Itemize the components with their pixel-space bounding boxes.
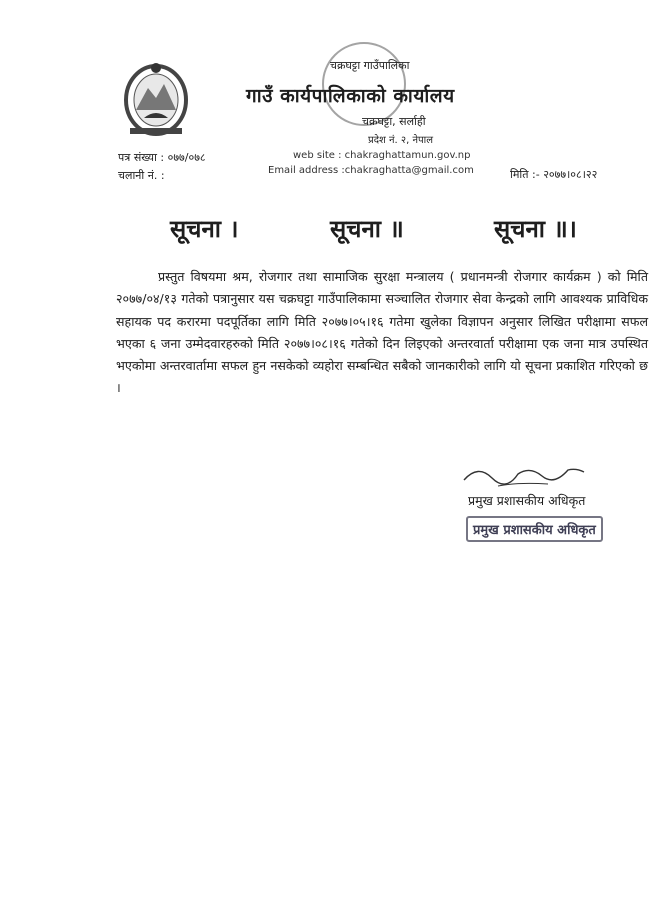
reference-number: पत्र संख्या : ०७७/०७८ [118, 151, 206, 164]
designation-stamp: प्रमुख प्रशासकीय अधिकृत [466, 516, 603, 542]
notice-body: प्रस्तुत विषयमा श्रम, रोजगार तथा सामाजिक सुरक्षा मन्त्रालय ( प्रधानमन्त्री रोजगार कार्यक्रम ) को मिति २०७७/०४/१३ गतेको पत्रानुसार यस चक्रघट्टा गाउँपालिकामा सञ्चालित रोजगार सेवा केन्द्रको लागि आवश्यक प्राविधिक सहायक पद करारमा पदपूर्तिका लागि मिति २०७७।०५।१६ गतेमा खुलेका विज्ञापन अनुसार लिखित परीक्षामा सफल भएका ६ जना उम्मेदवारहरुको मिति २०७७।०८।१६ गतेको दिन लिइएको अन्तरवार्ता परीक्षामा एक जना मात्र उपस्थित भएकोमा अन्तरवार्तामा सफल हुन नसकेको व्यहोरा सम्बन्धित सबैको जानकारीको लागि यो सूचना प्रकाशित गरिएको छ । [116, 269, 648, 396]
municipality-name: चक्रघट्टा गाउँपालिका [330, 59, 410, 72]
email-address: Email address :chakraghatta@gmail.com [268, 165, 474, 176]
signatory-title: प्रमुख प्रशासकीय अधिकृत [468, 493, 586, 508]
office-title: गाउँ कार्यपालिकाको कार्यालय [246, 85, 455, 107]
signature [458, 456, 588, 496]
notice-heading-2: सूचना ॥ [330, 214, 404, 243]
letter-date: मिति :- २०७७।०८।२२ [510, 168, 598, 181]
dispatch-number: चलानी नं. : [118, 169, 165, 182]
notice-heading-1: सूचना । [170, 214, 239, 243]
nepal-emblem-icon [120, 58, 192, 138]
notice-heading-3: सूचना ॥। [494, 214, 577, 243]
website: web site : chakraghattamun.gov.np [293, 150, 471, 161]
address-line-2: प्रदेश नं. २, नेपाल [368, 135, 434, 146]
address-line-1: चक्रघट्टा, सर्लाही [362, 115, 426, 128]
